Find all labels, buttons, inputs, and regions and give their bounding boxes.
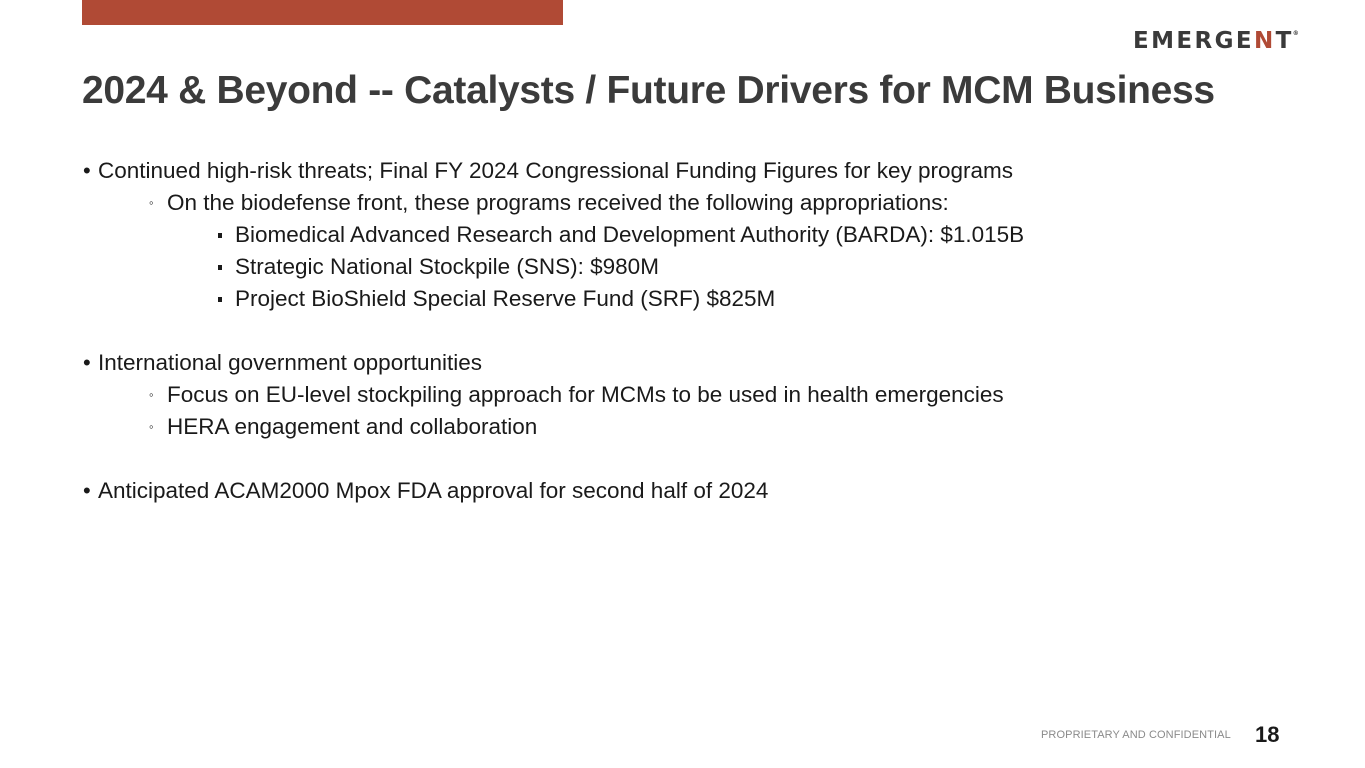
sub-sub-bullet-text: Project BioShield Special Reserve Fund (SRF) $825M [235, 286, 776, 311]
square-bullet-icon [218, 265, 222, 270]
square-bullet-icon [218, 297, 222, 302]
hollow-circle-bullet-icon: ◦ [149, 419, 154, 434]
bullet-item [82, 155, 1282, 187]
sub-bullet-item [82, 187, 1282, 219]
bullet-text: Anticipated ACAM2000 Mpox FDA approval for second half of 2024 [98, 478, 769, 503]
sub-sub-bullet-item [82, 219, 1282, 251]
sub-sub-bullet-text: Strategic National Stockpile (SNS): $980M [235, 254, 659, 279]
spacer [82, 315, 1282, 347]
hollow-circle-bullet-icon: ◦ [149, 195, 154, 210]
logo-trademark: ® [1292, 29, 1299, 37]
hollow-circle-bullet-icon: ◦ [149, 387, 154, 402]
logo-text-end: T [1275, 28, 1294, 54]
bullet-item [82, 347, 1282, 379]
bullet-item [82, 475, 1282, 507]
logo-text-start: EMERGE [1133, 28, 1255, 54]
sub-sub-bullet-text: Biomedical Advanced Research and Development Authority (BARDA): $1.015B [235, 222, 1025, 247]
sub-bullet-item [82, 379, 1282, 411]
spacer [82, 443, 1282, 475]
bullet-dot-icon: • [83, 478, 91, 503]
bullet-dot-icon: • [83, 158, 91, 183]
bullet-text: International government opportunities [98, 350, 482, 375]
accent-bar [82, 0, 563, 25]
bullet-dot-icon: • [83, 350, 91, 375]
sub-sub-bullet-item [82, 283, 1282, 315]
slide-title: 2024 & Beyond -- Catalysts / Future Drivers for MCM Business [82, 69, 1215, 112]
sub-bullet-text: On the biodefense front, these programs received the following appropriations: [167, 190, 949, 215]
bullet-text: Continued high-risk threats; Final FY 2024 Congressional Funding Figures for key programs [98, 158, 1014, 183]
sub-sub-bullet-item [82, 251, 1282, 283]
sub-bullet-text: HERA engagement and collaboration [167, 414, 538, 439]
square-bullet-icon [218, 233, 222, 238]
confidential-label: PROPRIETARY AND CONFIDENTIAL [1041, 729, 1231, 741]
logo-text-accent: N [1254, 28, 1276, 54]
sub-bullet-item [82, 411, 1282, 443]
slide-content [82, 155, 1282, 507]
emergent-logo [1133, 27, 1299, 55]
sub-bullet-text: Focus on EU-level stockpiling approach for MCMs to be used in health emergencies [167, 382, 1004, 407]
page-number: 18 [1255, 722, 1280, 747]
